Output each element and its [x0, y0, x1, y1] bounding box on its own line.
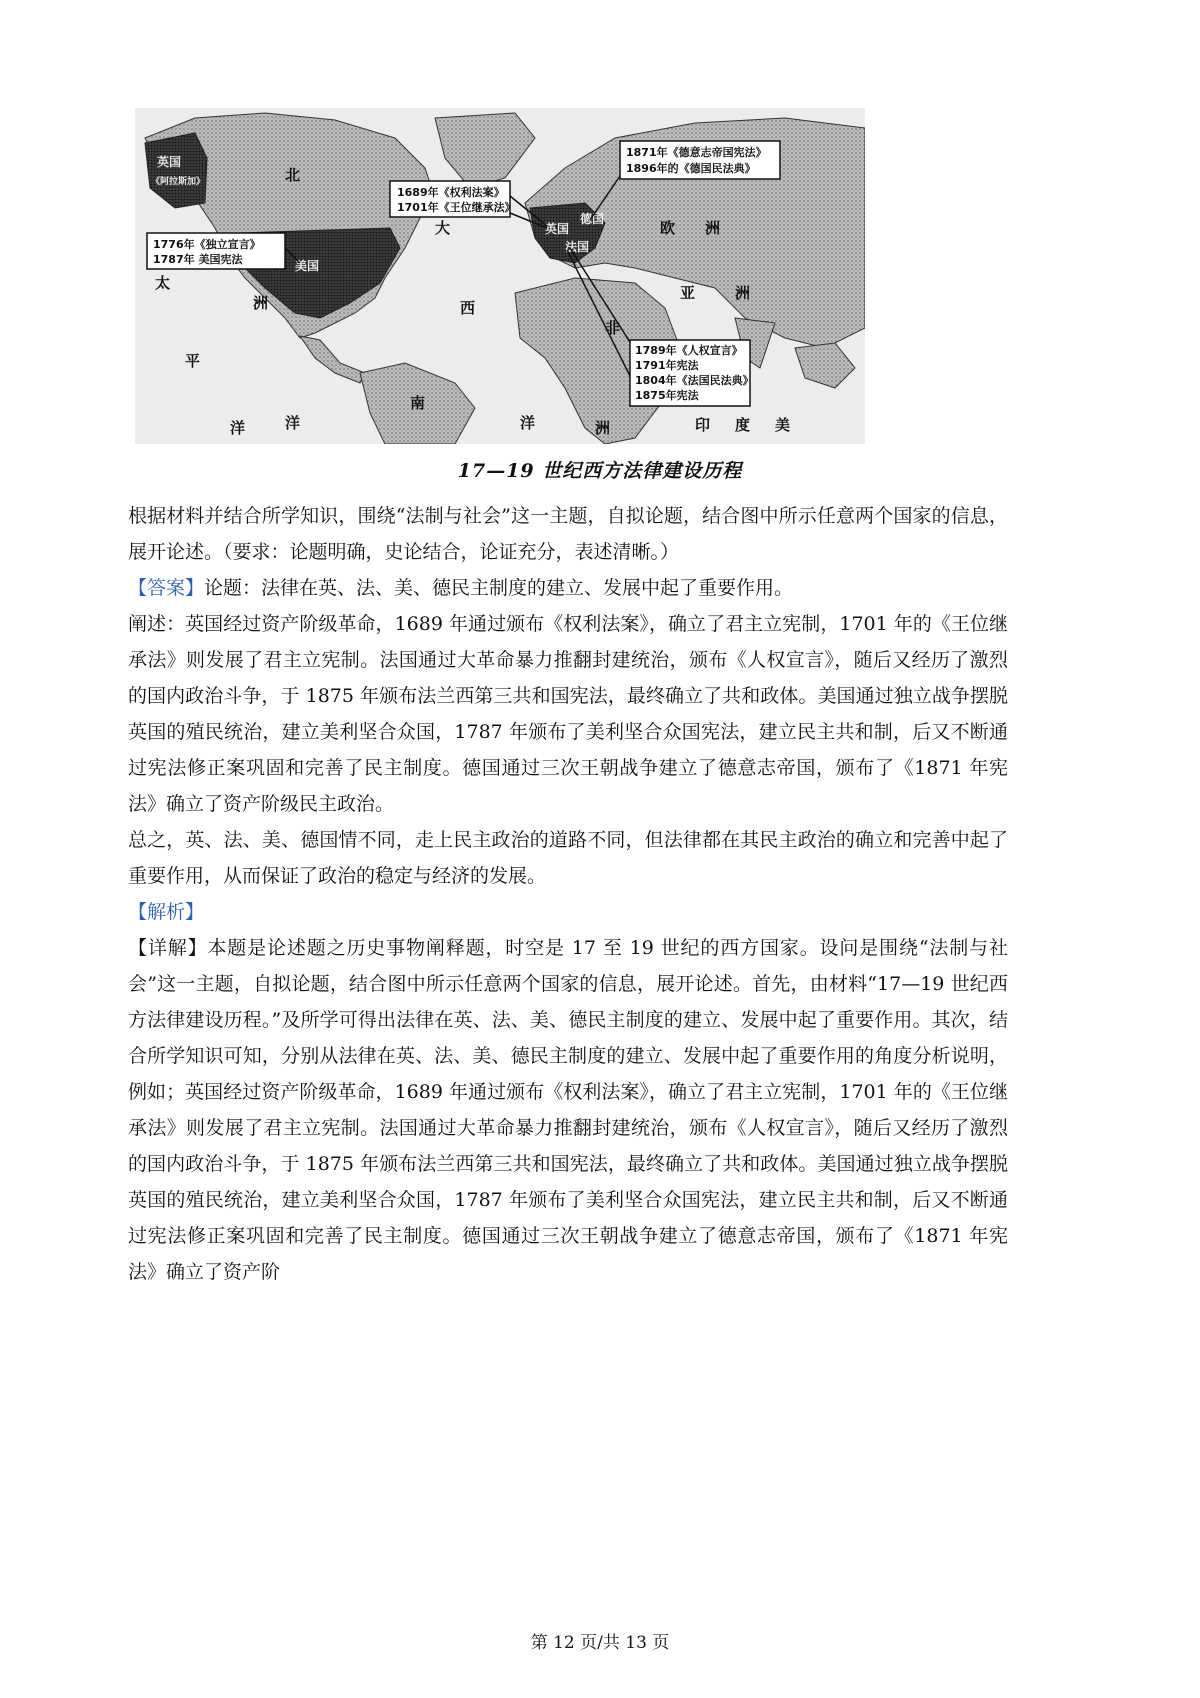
answer-thesis: [128, 570, 1008, 606]
answer-thesis-text: 论题：法律在英、法、美、德民主制度的建立、发展中起了重要作用。: [204, 577, 794, 599]
world-map-figure: [135, 108, 865, 444]
analysis-tag: 【解析】: [128, 901, 205, 923]
callout-france-line-3: 1804年《法国民法典》: [635, 374, 754, 387]
map-caption: 17—19 世纪西方法律建设历程: [457, 460, 743, 482]
callout-germany: [620, 141, 780, 179]
question-text: 根据材料并结合所学知识，围绕“法制与社会”这一主题，自拟论题，结合图中所示任意两个国家的信息，展开论述。（要求：论题明确，史论结合，论证充分，表述清晰。）: [128, 505, 1008, 563]
map-label-yingguo: 英国: [545, 222, 570, 236]
map-label-yin: 印: [695, 416, 711, 434]
map-label-deguo: 德国: [580, 212, 605, 226]
callout-france-line-1: 1789年《人权宣言》: [635, 344, 743, 357]
analysis-heading: [128, 894, 1008, 930]
callout-usa-line-1: 1776年《独立宣言》: [153, 238, 261, 251]
map-label-tai: 太: [155, 274, 171, 292]
map-label-yang2: 洋: [520, 414, 536, 432]
analysis-detail-text: 本题是论述题之历史事物阐释题，时空是 17 至 19 世纪的西方国家。设问是围绕“法制与社会”这一主题，自拟论题，结合图中所示任意两个国家的信息，展开论述。首先，由材料“17—19 世纪西方法律建设历程。”及所学可得出法律在英、法、美、德民主制度的建立、发展中起了重要作用。其次，结合所学知识可知，分别从法律在英、法、美、德民主制度的建立、发展中起了重要作用的角度分析说明，例如；英国经过资产阶级革命，1689 年通过颁布《权利法案》，确立了君主立宪制，1701 年的《王位继承法》则发展了君主立宪制。法国通过大革命暴力推翻封建统治，颁布《人权宣言》，随后又经历了激烈的国内政治斗争，于 1875 年颁布法兰西第三共和国宪法，最终确立了共和政体。美国通过独立战争摆脱英国的殖民统治，建立美利坚合众国，1787 年颁布了美利坚合众国宪法，建立民主共和制，后又不断通过宪法修正案巩固和完善了民主制度。德国通过三次王朝战争建立了德意志帝国，颁布了《1871 年宪法》确立了资产阶: [128, 937, 1008, 1283]
analysis-detail-tag: 【详解】: [128, 937, 208, 959]
map-label-faguo: 法国: [565, 240, 590, 254]
callout-usa-line-2: 1787年 美国宪法: [153, 253, 243, 266]
map-label-meiguo: 美国: [295, 259, 320, 273]
map-label-nan: 南: [410, 394, 426, 412]
map-label-great: 大: [435, 219, 451, 237]
map-label-alaska-title: 英国: [157, 155, 182, 169]
answer-elaboration: 阐述：英国经过资产阶级革命，1689 年通过颁布《权利法案》，确立了君主立宪制，1701 年的《王位继承法》则发展了君主立宪制。法国通过大革命暴力推翻封建统治，颁布《人权宣言》，随后又经历了激烈的国内政治斗争，于 1875 年颁布法兰西第三共和国宪法，最终确立了共和政体。美国通过独立战争摆脱英国的殖民统治，建立美利坚合众国，1787 年颁布了美利坚合众国宪法，建立民主共和制，后又不断通过宪法修正案巩固和完善了民主制度。德国通过三次王朝战争建立了德意志帝国，颁布了《1871 年宪法》确立了资产阶级民主政治。: [128, 613, 1008, 815]
callout-uk-line-1: 1689年《权利法案》: [397, 186, 505, 199]
map-label-zhou3: 洲: [735, 284, 751, 302]
callout-france: [630, 340, 754, 406]
callout-germany-line-1: 1871年《德意志帝国宪法》: [626, 146, 767, 159]
map-label-zhou: 洲: [253, 294, 269, 312]
map-label-alaska-sub: 《阿拉斯加》: [151, 177, 206, 187]
callout-usa: [147, 233, 285, 269]
map-label-america: 美: [775, 416, 791, 434]
document-body: [128, 498, 1008, 1290]
analysis-detail: [128, 930, 1008, 1290]
map-label-zhou2: 洲: [705, 219, 721, 237]
map-label-fei: 非: [605, 319, 621, 337]
callout-france-line-2: 1791年宪法: [635, 359, 699, 372]
map-label-west: 西: [460, 299, 476, 317]
map-label-north: 北: [285, 166, 301, 184]
map-label-du: 度: [735, 416, 751, 434]
callout-france-line-4: 1875年宪法: [635, 389, 699, 402]
map-label-zhou4: 洲: [595, 419, 611, 437]
map-label-yang3: 洋: [230, 419, 246, 437]
map-label-ping: 平: [185, 352, 201, 370]
answer-tag: 【答案】: [128, 577, 205, 599]
callout-germany-line-2: 1896年的《德国民法典》: [626, 162, 756, 175]
map-label-yang: 洋: [285, 414, 301, 432]
world-map: [135, 108, 865, 444]
map-label-ya: 亚: [680, 284, 696, 302]
map-label-ou: 欧: [660, 219, 676, 237]
callout-uk: [390, 181, 516, 217]
page-footer: 第 12 页/共 13 页: [530, 1633, 670, 1653]
answer-conclusion: 总之，英、法、美、德国情不同，走上民主政治的道路不同，但法律都在其民主政治的确立和完善中起了重要作用，从而保证了政治的稳定与经济的发展。: [128, 829, 1008, 887]
callout-uk-line-2: 1701年《王位继承法》: [397, 201, 516, 214]
